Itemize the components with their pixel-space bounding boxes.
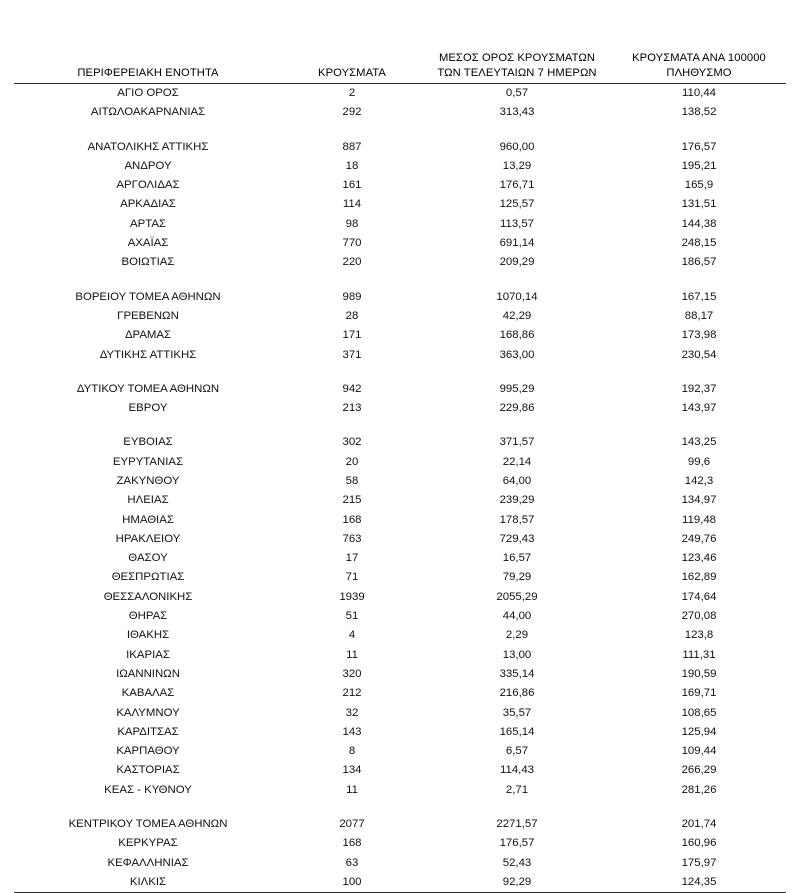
table-row xyxy=(14,588,786,607)
cell-weekly-average: 16,57 xyxy=(502,552,532,565)
table-row xyxy=(14,762,786,781)
cell-region-name: ΙΩΑΝΝΙΝΩΝ xyxy=(116,667,180,680)
column-header-region: ΠΕΡΙΦΕΡΕΙΑΚΗ ΕΝΟΤΗΤΑ xyxy=(14,18,282,84)
cell-weekly-average: 729,43 xyxy=(499,532,535,545)
cell-cases: 2077 xyxy=(339,818,365,831)
cell-per-100000: 125,94 xyxy=(681,725,717,738)
cell-per-100000: 176,57 xyxy=(681,140,717,153)
table-spacer-row xyxy=(14,418,786,433)
cell-weekly-average: 691,14 xyxy=(499,237,535,250)
table-row xyxy=(14,307,786,326)
cell-weekly-average: 79,29 xyxy=(502,571,532,584)
cell-region-name: ΚΕΡΚΥΡΑΣ xyxy=(118,837,178,850)
cell-region-name: ΘΗΡΑΣ xyxy=(128,610,168,623)
cell-per-100000: 266,29 xyxy=(681,764,717,777)
cell-per-100000: 160,96 xyxy=(681,837,717,850)
cell-cases: 51 xyxy=(345,610,359,623)
cell-weekly-average: 335,14 xyxy=(499,667,535,680)
cell-weekly-average: 35,57 xyxy=(502,706,532,719)
cell-cases: 161 xyxy=(342,179,362,192)
table-row xyxy=(14,815,786,834)
table-row xyxy=(14,723,786,742)
table-row xyxy=(14,549,786,568)
table-row xyxy=(14,646,786,665)
cell-region-name: ΕΥΒΟΙΑΣ xyxy=(123,436,173,449)
cell-per-100000: 190,59 xyxy=(681,667,717,680)
cell-weekly-average: 176,71 xyxy=(499,179,535,192)
cell-per-100000: 169,71 xyxy=(681,687,717,700)
table-row xyxy=(14,742,786,761)
cell-weekly-average: 6,57 xyxy=(505,745,529,758)
table-row xyxy=(14,326,786,345)
cell-region-name: ΙΚΑΡΙΑΣ xyxy=(126,648,170,661)
table-row xyxy=(14,491,786,510)
cell-weekly-average: 168,86 xyxy=(499,329,535,342)
table-spacer-row xyxy=(14,123,786,138)
cell-cases: 168 xyxy=(342,837,362,850)
cell-region-name: ΑΡΤΑΣ xyxy=(130,217,166,230)
regional-cases-table xyxy=(14,18,786,893)
cell-per-100000: 119,48 xyxy=(682,513,716,526)
cell-cases: 58 xyxy=(345,474,359,487)
table-row xyxy=(14,84,786,104)
cell-cases: 942 xyxy=(342,382,362,395)
cell-per-100000: 162,89 xyxy=(681,571,717,584)
cell-per-100000: 123,46 xyxy=(681,552,717,565)
cell-weekly-average: 176,57 xyxy=(499,837,535,850)
cell-weekly-average: 960,00 xyxy=(499,140,535,153)
cell-cases: 71 xyxy=(345,571,359,584)
cell-cases: 28 xyxy=(345,309,359,322)
cell-region-name: ΚΑΛΥΜΝΟΥ xyxy=(116,706,180,719)
cell-region-name: ΗΛΕΙΑΣ xyxy=(127,494,169,507)
table-spacer-row xyxy=(14,273,786,288)
cell-weekly-average: 216,86 xyxy=(499,687,535,700)
cell-region-name: ΚΑΒΑΛΑΣ xyxy=(121,687,175,700)
cell-region-name: ΑΓΙΟ ΟΡΟΣ xyxy=(117,86,179,99)
cell-region-name: ΑΡΚΑΔΙΑΣ xyxy=(120,198,176,211)
table-header xyxy=(14,18,786,84)
cell-cases: 20 xyxy=(345,455,359,468)
column-header-weekly-average-line1: ΜΕΣΟΣ ΟΡΟΣ ΚΡΟΥΣΜΑΤΩΝ xyxy=(438,52,596,65)
cell-cases: 17 xyxy=(345,552,359,565)
table-row xyxy=(14,511,786,530)
cell-per-100000: 167,15 xyxy=(681,290,717,303)
cell-cases: 212 xyxy=(342,687,362,700)
cell-weekly-average: 2,71 xyxy=(505,783,529,796)
column-header-per-100000 xyxy=(612,18,786,84)
cell-cases: 171 xyxy=(342,329,362,342)
table-row xyxy=(14,453,786,472)
cell-cases: 220 xyxy=(342,256,362,269)
table-row xyxy=(14,138,786,157)
cell-per-100000: 174,64 xyxy=(681,590,717,603)
cell-cases: 100 xyxy=(282,873,422,893)
table-row xyxy=(14,380,786,399)
cell-per-100000: 99,6 xyxy=(687,455,711,468)
cell-per-100000: 144,38 xyxy=(681,217,717,230)
table-spacer-cell xyxy=(14,273,786,288)
cell-per-100000: 165,9 xyxy=(684,179,714,192)
cell-region-name: ΔΥΤΙΚΗΣ ΑΤΤΙΚΗΣ xyxy=(99,348,197,361)
cell-region-name: ΑΝΔΡΟΥ xyxy=(124,159,172,172)
cell-region-name: ΙΘΑΚΗΣ xyxy=(126,629,170,642)
column-header-weekly-average-line2: ΤΩΝ ΤΕΛΕΥΤΑΙΩΝ 7 ΗΜΕΡΩΝ xyxy=(437,66,597,79)
cell-weekly-average: 125,57 xyxy=(499,198,535,211)
cell-per-100000: 143,25 xyxy=(681,436,717,449)
cell-region-name: ΓΡΕΒΕΝΩΝ xyxy=(117,309,179,322)
cell-region-name: ΘΑΣΟΥ xyxy=(128,552,168,565)
table-spacer-row xyxy=(14,800,786,815)
cell-cases: 371 xyxy=(342,348,362,361)
cell-per-100000: 131,51 xyxy=(681,198,717,211)
table-row xyxy=(14,176,786,195)
cell-per-100000: 192,37 xyxy=(681,382,717,395)
table-row xyxy=(14,569,786,588)
cell-region-name: ΚΑΡΠΑΘΟΥ xyxy=(116,745,180,758)
cell-cases: 1939 xyxy=(339,590,365,603)
cell-weekly-average: 2,29 xyxy=(505,629,529,642)
cell-weekly-average: 64,00 xyxy=(502,474,532,487)
cell-region-name: ΒΟΡΕΙΟΥ ΤΟΜΕΑ ΑΘΗΝΩΝ xyxy=(75,290,221,303)
cell-weekly-average: 92,29 xyxy=(422,873,612,893)
table-row xyxy=(14,234,786,253)
cell-weekly-average: 113,57 xyxy=(500,217,534,230)
cell-cases: 11 xyxy=(346,783,358,796)
cell-cases: 168 xyxy=(342,513,362,526)
table-row xyxy=(14,288,786,307)
cell-per-100000: 143,97 xyxy=(681,402,717,415)
cell-cases: 32 xyxy=(345,706,359,719)
cell-cases: 989 xyxy=(342,290,362,303)
cell-region-name: ΒΟΙΩΤΙΑΣ xyxy=(121,256,175,269)
table-spacer-cell xyxy=(14,123,786,138)
cell-region-name: ΚΑΣΤΟΡΙΑΣ xyxy=(116,764,180,777)
cell-region-name: ΗΜΑΘΙΑΣ xyxy=(122,513,174,526)
cell-region-name: ΚΑΡΔΙΤΣΑΣ xyxy=(117,725,179,738)
table-spacer-row xyxy=(14,365,786,380)
cell-weekly-average: 995,29 xyxy=(499,382,535,395)
table-row xyxy=(14,472,786,491)
table-row xyxy=(14,195,786,214)
cell-weekly-average: 239,29 xyxy=(499,494,535,507)
cell-region-name: ΕΥΡΥΤΑΝΙΑΣ xyxy=(112,455,184,468)
cell-region-name: ΚΕΝΤΡΙΚΟΥ ΤΟΜΕΑ ΑΘΗΝΩΝ xyxy=(68,818,228,831)
cell-weekly-average: 178,57 xyxy=(499,513,535,526)
table-row xyxy=(14,215,786,234)
cell-per-100000: 88,17 xyxy=(684,309,714,322)
cell-per-100000: 124,35 xyxy=(612,873,786,893)
cell-region-name: ΕΒΡΟΥ xyxy=(128,402,168,415)
cell-weekly-average: 2271,57 xyxy=(496,818,538,831)
cell-per-100000: 195,21 xyxy=(681,159,717,172)
cell-region-name: ΚΕΑΣ - ΚΥΘΝΟΥ xyxy=(104,783,192,796)
table-row xyxy=(14,781,786,800)
cell-per-100000: 175,97 xyxy=(681,856,717,869)
cell-cases: 770 xyxy=(342,237,362,250)
cell-cases: 2 xyxy=(348,86,356,99)
cell-cases: 302 xyxy=(342,436,362,449)
column-header-per-100000-line2: ΠΛΗΘΥΣΜΟ xyxy=(666,66,732,79)
table-row xyxy=(14,834,786,853)
cell-cases: 213 xyxy=(342,402,362,415)
cell-per-100000: 173,98 xyxy=(681,329,717,342)
cell-weekly-average: 52,43 xyxy=(502,856,532,869)
cell-per-100000: 109,44 xyxy=(681,745,717,758)
cell-weekly-average: 363,00 xyxy=(499,348,535,361)
table-row xyxy=(14,626,786,645)
cell-per-100000: 111,31 xyxy=(682,648,716,661)
cell-cases: 11 xyxy=(346,648,358,661)
cell-region-name: ΖΑΚΥΝΘΟΥ xyxy=(116,474,180,487)
cell-weekly-average: 42,29 xyxy=(502,309,532,322)
cell-region-name: ΘΕΣΣΑΛΟΝΙΚΗΣ xyxy=(103,590,193,603)
cell-per-100000: 230,54 xyxy=(681,348,717,361)
cell-weekly-average: 2055,29 xyxy=(496,590,538,603)
cell-weekly-average: 165,14 xyxy=(499,725,535,738)
cell-cases: 18 xyxy=(345,159,359,172)
cell-region-name: ΔΥΤΙΚΟΥ ΤΟΜΕΑ ΑΘΗΝΩΝ xyxy=(76,382,220,395)
cell-weekly-average: 114,43 xyxy=(500,764,534,777)
table-spacer-cell xyxy=(14,365,786,380)
cell-cases: 114 xyxy=(342,198,362,211)
cell-cases: 215 xyxy=(342,494,362,507)
cell-cases: 134 xyxy=(342,764,362,777)
top-margin xyxy=(0,0,800,18)
cell-cases: 143 xyxy=(342,725,362,738)
cell-per-100000: 123,8 xyxy=(684,629,714,642)
cell-region-name: ΑΧΑΪΑΣ xyxy=(127,237,169,250)
cell-weekly-average: 13,00 xyxy=(502,648,532,661)
table-row xyxy=(14,399,786,418)
cell-cases: 63 xyxy=(345,856,359,869)
table-spacer-cell xyxy=(14,800,786,815)
cell-cases: 887 xyxy=(342,140,362,153)
cell-cases: 8 xyxy=(348,745,356,758)
cell-per-100000: 201,74 xyxy=(681,818,717,831)
cell-per-100000: 108,65 xyxy=(681,706,717,719)
cell-weekly-average: 13,29 xyxy=(502,159,532,172)
cell-weekly-average: 44,00 xyxy=(502,610,532,623)
table-row xyxy=(14,854,786,873)
cell-cases: 320 xyxy=(342,667,362,680)
cell-weekly-average: 209,29 xyxy=(499,256,535,269)
cell-cases: 292 xyxy=(342,106,362,119)
cell-per-100000: 281,26 xyxy=(681,783,717,796)
table-row xyxy=(14,346,786,365)
cell-weekly-average: 313,43 xyxy=(499,106,535,119)
cell-per-100000: 186,57 xyxy=(681,256,717,269)
table-body xyxy=(14,84,786,893)
cell-per-100000: 248,15 xyxy=(681,237,717,250)
cell-per-100000: 110,44 xyxy=(682,86,716,99)
cell-region-name: ΗΡΑΚΛΕΙΟΥ xyxy=(115,532,181,545)
cell-per-100000: 138,52 xyxy=(681,106,717,119)
cell-region-name: ΘΕΣΠΡΩΤΙΑΣ xyxy=(111,571,185,584)
cell-per-100000: 270,08 xyxy=(681,610,717,623)
cell-per-100000: 142,3 xyxy=(684,474,714,487)
cell-per-100000: 249,76 xyxy=(681,532,717,545)
cell-per-100000: 134,97 xyxy=(681,494,717,507)
cell-weekly-average: 371,57 xyxy=(499,436,535,449)
table-row xyxy=(14,103,786,122)
cell-cases: 4 xyxy=(348,629,356,642)
cell-cases: 763 xyxy=(342,532,362,545)
table-row xyxy=(14,157,786,176)
cell-region-name: ΚΕΦΑΛΛΗΝΙΑΣ xyxy=(107,856,189,869)
cell-weekly-average: 229,86 xyxy=(499,402,535,415)
cell-region-name: ΑΡΓΟΛΙΔΑΣ xyxy=(116,179,180,192)
column-header-cases: ΚΡΟΥΣΜΑΤΑ xyxy=(282,18,422,84)
cell-region-name: ΚΙΛΚΙΣ xyxy=(14,873,282,893)
column-header-weekly-average xyxy=(422,18,612,84)
table-row xyxy=(14,684,786,703)
table-row xyxy=(14,607,786,626)
cell-cases: 98 xyxy=(345,217,359,230)
table-spacer-cell xyxy=(14,418,786,433)
cell-weekly-average: 0,57 xyxy=(505,86,529,99)
cell-weekly-average: 22,14 xyxy=(502,455,532,468)
table-row xyxy=(14,433,786,452)
cell-region-name: ΑΝΑΤΟΛΙΚΗΣ ΑΤΤΙΚΗΣ xyxy=(87,140,209,153)
cell-region-name: ΑΙΤΩΛΟΑΚΑΡΝΑΝΙΑΣ xyxy=(90,106,206,119)
table-row xyxy=(14,873,786,893)
table-row xyxy=(14,530,786,549)
column-header-per-100000-line1: ΚΡΟΥΣΜΑΤΑ ΑΝΑ 100000 xyxy=(632,52,766,65)
table-row xyxy=(14,253,786,272)
table-row xyxy=(14,704,786,723)
table-row xyxy=(14,665,786,684)
cell-region-name: ΔΡΑΜΑΣ xyxy=(124,329,172,342)
cell-weekly-average: 1070,14 xyxy=(496,290,538,303)
